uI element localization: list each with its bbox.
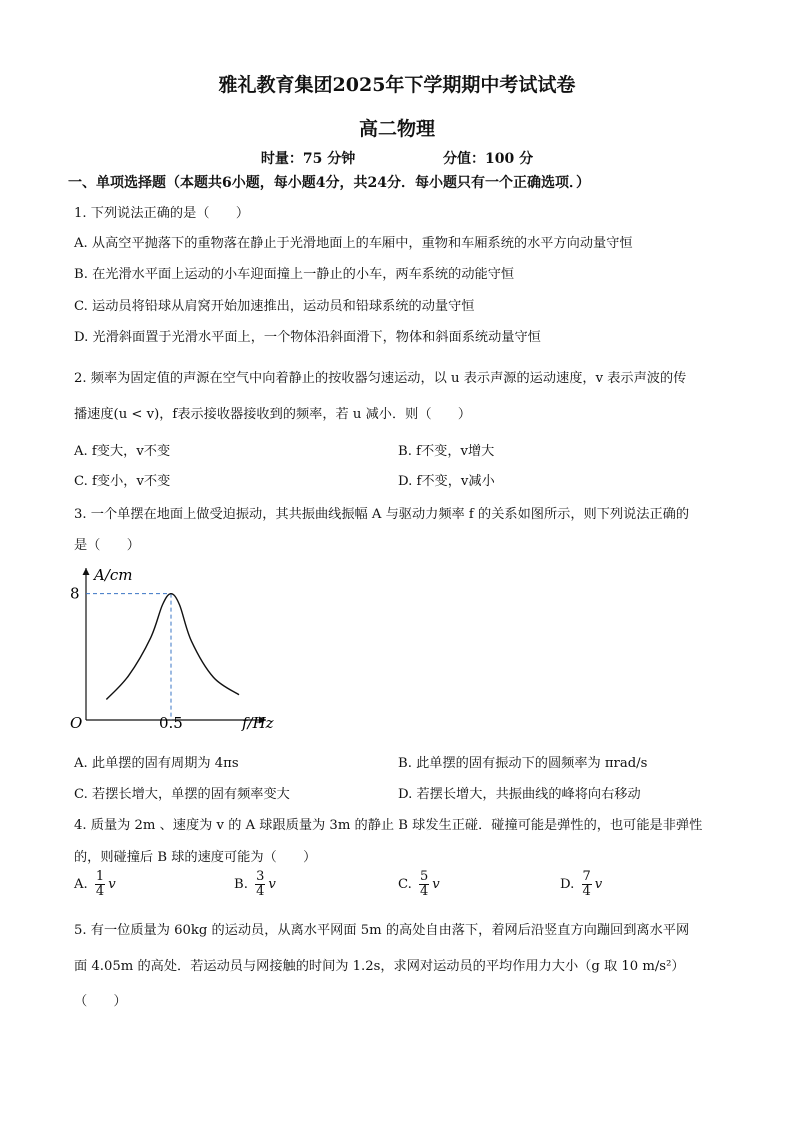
exam-meta — [0, 148, 794, 168]
q3-stem-line2: 是（ ） — [74, 538, 140, 553]
exam-title: 雅礼教育集团2025年下学期期中考试试卷 — [218, 74, 576, 96]
q2-option-c: C. f变小，v不变 — [74, 474, 171, 489]
y-tick-label: 8 — [70, 584, 80, 603]
resonance-curve — [106, 594, 239, 700]
q1-option-b: B. 在光滑水平面上运动的小车迎面撞上一静止的小车，两车系统的动能守恒 — [74, 267, 515, 282]
x-axis-label: f/Hz — [242, 714, 274, 732]
resonance-chart — [66, 562, 296, 740]
q4-option-c: C. $\frac{5}{4}$ v — [398, 869, 440, 899]
q4-stem-line1: 4. 质量为 2m 、速度为 v 的 A 球跟质量为 3m 的静止 B 球发生正碰．碰撞可能是弹性的，也可能是非弹性 — [74, 818, 703, 833]
q4-option-d: D. $\frac{7}{4}$ v — [560, 869, 603, 899]
q2-option-a: A. f变大，v不变 — [74, 444, 171, 459]
q4-option-b: B. $\frac{3}{4}$ v — [234, 869, 276, 899]
q2-stem-line1: 2. 频率为固定值的声源在空气中向着静止的按收器匀速运动，以 u 表示声源的运动速度，v 表示声波的传 — [74, 371, 687, 386]
q3-option-d: D. 若摆长增大，共振曲线的峰将向右移动 — [398, 787, 641, 802]
q2-option-b: B. f不变，v增大 — [398, 444, 495, 459]
q5-stem-line1: 5. 有一位质量为 60kg 的运动员，从离水平网面 5m 的高处自由落下，着网后沿竖直方向蹦回到离水平网 — [74, 923, 690, 938]
q2-option-d: D. f不变，v减小 — [398, 474, 495, 489]
origin-label: O — [70, 714, 83, 732]
x-tick-label: 0.5 — [159, 714, 183, 732]
q3-option-a: A. 此单摆的固有周期为 4πs — [74, 756, 239, 771]
total-score: 分值：100 分 — [443, 151, 534, 167]
q3-option-b: B. 此单摆的固有振动下的圆频率为 πrad/s — [398, 756, 648, 771]
q1-option-a: A. 从高空平抛落下的重物落在静止于光滑地面上的车厢中，重物和车厢系统的水平方向动量守恒 — [74, 236, 633, 251]
y-axis-label: A/cm — [94, 566, 133, 584]
q1-stem: 1. 下列说法正确的是（ ） — [74, 206, 250, 221]
section-heading: 一、单项选择题（本题共6小题，每小题4分，共24分．每小题只有一个正确选项．） — [68, 175, 590, 191]
q4-stem-line2: 的，则碰撞后 B 球的速度可能为（ ） — [74, 850, 317, 865]
q3-stem-line1: 3. 一个单摆在地面上做受迫振动，其共振曲线振幅 A 与驱动力频率 f 的关系如图所示，则下列说法正确的 — [74, 507, 690, 522]
q5-stem-line3: （ ） — [74, 994, 127, 1009]
q5-stem-line2: 面 4.05m 的高处．若运动员与网接触的时间为 1.2s，求网对运动员的平均作用力大小（g 取 10 m/s²） — [74, 959, 685, 974]
q1-option-c: C. 运动员将铅球从肩窝开始加速推出，运动员和铅球系统的动量守恒 — [74, 299, 475, 314]
time-limit: 时量：75 分钟 — [260, 151, 356, 167]
subject-title: 高二物理 — [358, 118, 435, 140]
q1-option-d: D. 光滑斜面置于光滑水平面上，一个物体沿斜面滑下，物体和斜面系统动量守恒 — [74, 330, 541, 345]
q4-option-a: A. $\frac{1}{4}$ v — [74, 869, 116, 899]
q2-stem-line2: 播速度(u < v)，f表示接收器接收到的频率，若 u 减小．则（ ） — [74, 407, 472, 422]
q3-option-c: C. 若摆长增大，单摆的固有频率变大 — [74, 787, 290, 802]
